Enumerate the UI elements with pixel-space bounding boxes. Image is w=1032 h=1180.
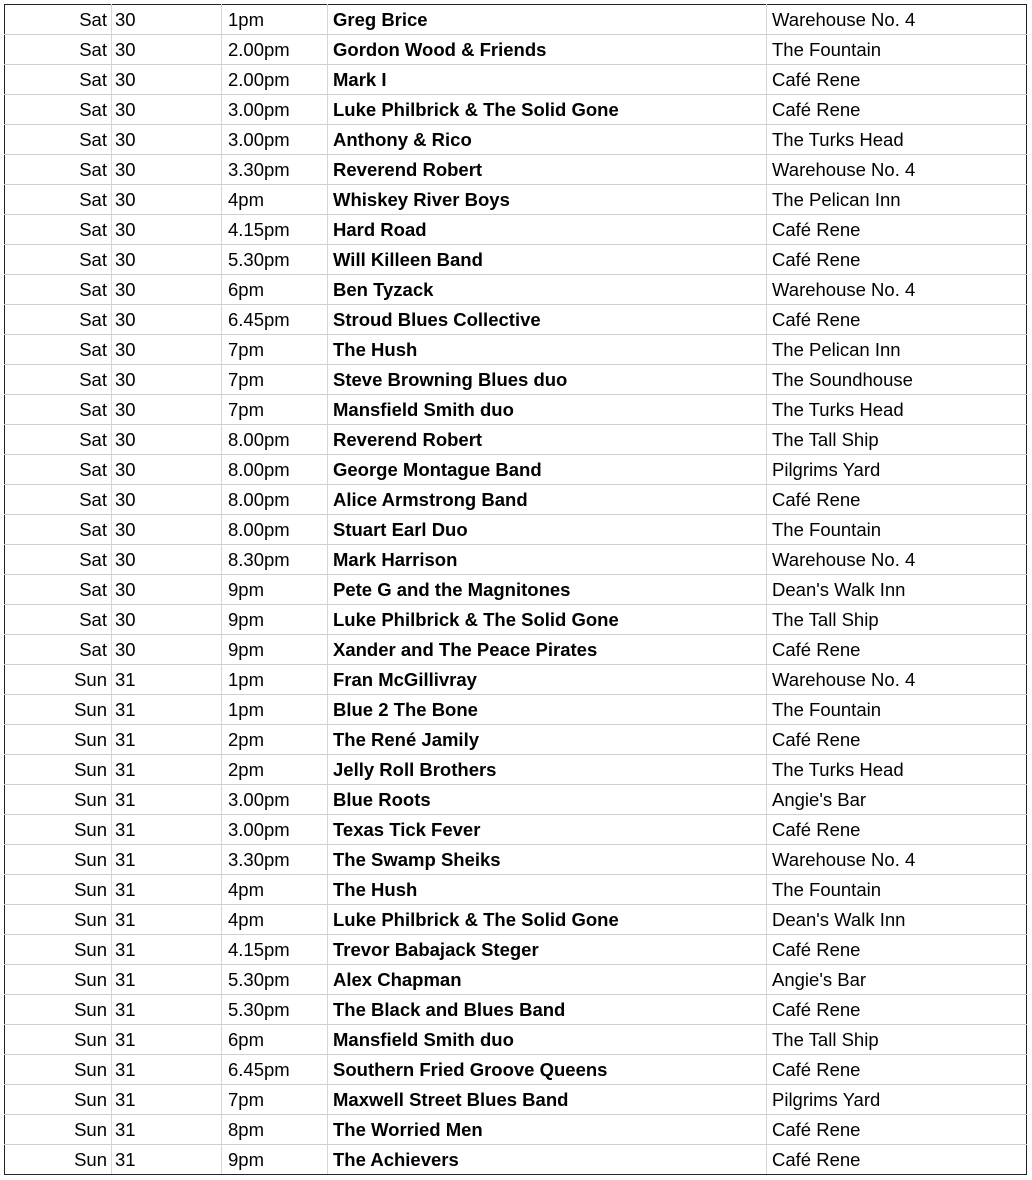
- act-cell: Ben Tyzack: [328, 275, 767, 305]
- day-cell: Sat: [5, 425, 112, 455]
- act-cell: Mansfield Smith duo: [328, 395, 767, 425]
- table-row: [5, 425, 1027, 455]
- date-cell: 30: [112, 35, 222, 65]
- table-row: [5, 245, 1027, 275]
- day-cell: Sun: [5, 1145, 112, 1175]
- venue-cell: Café Rene: [767, 725, 1027, 755]
- venue-cell: Dean's Walk Inn: [767, 905, 1027, 935]
- table-row: [5, 995, 1027, 1025]
- day-cell: Sat: [5, 245, 112, 275]
- day-cell: Sun: [5, 965, 112, 995]
- act-cell: Luke Philbrick & The Solid Gone: [328, 905, 767, 935]
- act-cell: George Montague Band: [328, 455, 767, 485]
- act-cell: Blue Roots: [328, 785, 767, 815]
- table-row: [5, 125, 1027, 155]
- date-cell: 31: [112, 965, 222, 995]
- date-cell: 31: [112, 875, 222, 905]
- venue-cell: The Fountain: [767, 35, 1027, 65]
- venue-cell: The Turks Head: [767, 755, 1027, 785]
- act-cell: The Swamp Sheiks: [328, 845, 767, 875]
- day-cell: Sat: [5, 605, 112, 635]
- table-row: [5, 215, 1027, 245]
- time-cell: 8.30pm: [222, 545, 328, 575]
- date-cell: 31: [112, 1085, 222, 1115]
- table-row: [5, 365, 1027, 395]
- time-cell: 1pm: [222, 695, 328, 725]
- table-row: [5, 905, 1027, 935]
- time-cell: 4pm: [222, 875, 328, 905]
- date-cell: 30: [112, 395, 222, 425]
- venue-cell: Café Rene: [767, 635, 1027, 665]
- date-cell: 31: [112, 935, 222, 965]
- date-cell: 30: [112, 215, 222, 245]
- date-cell: 30: [112, 155, 222, 185]
- venue-cell: Warehouse No. 4: [767, 665, 1027, 695]
- table-row: [5, 665, 1027, 695]
- date-cell: 30: [112, 605, 222, 635]
- act-cell: Steve Browning Blues duo: [328, 365, 767, 395]
- act-cell: Mark Harrison: [328, 545, 767, 575]
- venue-cell: Café Rene: [767, 65, 1027, 95]
- venue-cell: The Turks Head: [767, 125, 1027, 155]
- day-cell: Sat: [5, 125, 112, 155]
- table-row: [5, 785, 1027, 815]
- venue-cell: Café Rene: [767, 95, 1027, 125]
- act-cell: Mansfield Smith duo: [328, 1025, 767, 1055]
- time-cell: 6pm: [222, 1025, 328, 1055]
- venue-cell: The Fountain: [767, 515, 1027, 545]
- act-cell: The Hush: [328, 335, 767, 365]
- date-cell: 31: [112, 1115, 222, 1145]
- table-row: [5, 455, 1027, 485]
- time-cell: 5.30pm: [222, 995, 328, 1025]
- venue-cell: The Pelican Inn: [767, 335, 1027, 365]
- date-cell: 31: [112, 1025, 222, 1055]
- date-cell: 30: [112, 485, 222, 515]
- venue-cell: Café Rene: [767, 1055, 1027, 1085]
- act-cell: Stroud Blues Collective: [328, 305, 767, 335]
- act-cell: Gordon Wood & Friends: [328, 35, 767, 65]
- day-cell: Sat: [5, 185, 112, 215]
- act-cell: Hard Road: [328, 215, 767, 245]
- venue-cell: Café Rene: [767, 995, 1027, 1025]
- time-cell: 3.00pm: [222, 785, 328, 815]
- venue-cell: Café Rene: [767, 485, 1027, 515]
- time-cell: 8.00pm: [222, 515, 328, 545]
- table-row: [5, 965, 1027, 995]
- act-cell: Pete G and the Magnitones: [328, 575, 767, 605]
- venue-cell: Café Rene: [767, 215, 1027, 245]
- table-row: [5, 515, 1027, 545]
- day-cell: Sat: [5, 335, 112, 365]
- venue-cell: Café Rene: [767, 935, 1027, 965]
- table-row: [5, 815, 1027, 845]
- venue-cell: The Turks Head: [767, 395, 1027, 425]
- day-cell: Sat: [5, 515, 112, 545]
- date-cell: 30: [112, 545, 222, 575]
- table-row: [5, 575, 1027, 605]
- time-cell: 9pm: [222, 605, 328, 635]
- day-cell: Sat: [5, 455, 112, 485]
- venue-cell: Warehouse No. 4: [767, 545, 1027, 575]
- venue-cell: Pilgrims Yard: [767, 455, 1027, 485]
- venue-cell: Café Rene: [767, 1145, 1027, 1175]
- act-cell: Jelly Roll Brothers: [328, 755, 767, 785]
- day-cell: Sat: [5, 95, 112, 125]
- table-row: [5, 1085, 1027, 1115]
- act-cell: Luke Philbrick & The Solid Gone: [328, 95, 767, 125]
- time-cell: 5.30pm: [222, 965, 328, 995]
- date-cell: 30: [112, 335, 222, 365]
- act-cell: Will Killeen Band: [328, 245, 767, 275]
- time-cell: 8.00pm: [222, 485, 328, 515]
- venue-cell: The Fountain: [767, 875, 1027, 905]
- date-cell: 30: [112, 575, 222, 605]
- date-cell: 30: [112, 515, 222, 545]
- schedule-body: [5, 5, 1027, 1175]
- table-row: [5, 335, 1027, 365]
- day-cell: Sun: [5, 875, 112, 905]
- day-cell: Sun: [5, 815, 112, 845]
- act-cell: Fran McGillivray: [328, 665, 767, 695]
- time-cell: 7pm: [222, 335, 328, 365]
- day-cell: Sun: [5, 905, 112, 935]
- date-cell: 30: [112, 185, 222, 215]
- act-cell: Stuart Earl Duo: [328, 515, 767, 545]
- day-cell: Sun: [5, 785, 112, 815]
- act-cell: Luke Philbrick & The Solid Gone: [328, 605, 767, 635]
- day-cell: Sun: [5, 755, 112, 785]
- date-cell: 30: [112, 95, 222, 125]
- day-cell: Sun: [5, 995, 112, 1025]
- act-cell: Mark I: [328, 65, 767, 95]
- schedule-table: [4, 4, 1027, 1175]
- date-cell: 31: [112, 665, 222, 695]
- time-cell: 8.00pm: [222, 455, 328, 485]
- time-cell: 3.00pm: [222, 815, 328, 845]
- act-cell: The Worried Men: [328, 1115, 767, 1145]
- day-cell: Sun: [5, 1085, 112, 1115]
- table-row: [5, 1025, 1027, 1055]
- venue-cell: Warehouse No. 4: [767, 275, 1027, 305]
- time-cell: 1pm: [222, 5, 328, 35]
- table-row: [5, 1145, 1027, 1175]
- venue-cell: Warehouse No. 4: [767, 5, 1027, 35]
- table-row: [5, 155, 1027, 185]
- time-cell: 6pm: [222, 275, 328, 305]
- venue-cell: Café Rene: [767, 815, 1027, 845]
- date-cell: 30: [112, 305, 222, 335]
- act-cell: Whiskey River Boys: [328, 185, 767, 215]
- venue-cell: The Tall Ship: [767, 605, 1027, 635]
- date-cell: 31: [112, 845, 222, 875]
- day-cell: Sun: [5, 1055, 112, 1085]
- time-cell: 5.30pm: [222, 245, 328, 275]
- time-cell: 7pm: [222, 365, 328, 395]
- table-row: [5, 545, 1027, 575]
- venue-cell: Angie's Bar: [767, 785, 1027, 815]
- date-cell: 30: [112, 455, 222, 485]
- day-cell: Sat: [5, 365, 112, 395]
- table-row: [5, 5, 1027, 35]
- table-row: [5, 635, 1027, 665]
- venue-cell: Café Rene: [767, 245, 1027, 275]
- venue-cell: The Fountain: [767, 695, 1027, 725]
- act-cell: Alex Chapman: [328, 965, 767, 995]
- day-cell: Sat: [5, 65, 112, 95]
- date-cell: 30: [112, 365, 222, 395]
- time-cell: 9pm: [222, 575, 328, 605]
- act-cell: Maxwell Street Blues Band: [328, 1085, 767, 1115]
- day-cell: Sat: [5, 485, 112, 515]
- act-cell: Alice Armstrong Band: [328, 485, 767, 515]
- time-cell: 2pm: [222, 755, 328, 785]
- date-cell: 31: [112, 995, 222, 1025]
- table-row: [5, 935, 1027, 965]
- time-cell: 9pm: [222, 635, 328, 665]
- time-cell: 7pm: [222, 1085, 328, 1115]
- date-cell: 31: [112, 725, 222, 755]
- time-cell: 8.00pm: [222, 425, 328, 455]
- time-cell: 4.15pm: [222, 935, 328, 965]
- day-cell: Sat: [5, 275, 112, 305]
- date-cell: 30: [112, 65, 222, 95]
- date-cell: 31: [112, 755, 222, 785]
- table-row: [5, 35, 1027, 65]
- act-cell: Texas Tick Fever: [328, 815, 767, 845]
- venue-cell: The Tall Ship: [767, 425, 1027, 455]
- day-cell: Sun: [5, 665, 112, 695]
- time-cell: 2.00pm: [222, 65, 328, 95]
- table-row: [5, 185, 1027, 215]
- date-cell: 31: [112, 1055, 222, 1085]
- table-row: [5, 485, 1027, 515]
- act-cell: The Achievers: [328, 1145, 767, 1175]
- day-cell: Sat: [5, 5, 112, 35]
- time-cell: 9pm: [222, 1145, 328, 1175]
- time-cell: 2pm: [222, 725, 328, 755]
- act-cell: The René Jamily: [328, 725, 767, 755]
- table-row: [5, 1055, 1027, 1085]
- time-cell: 2.00pm: [222, 35, 328, 65]
- table-row: [5, 95, 1027, 125]
- table-row: [5, 845, 1027, 875]
- date-cell: 30: [112, 635, 222, 665]
- day-cell: Sun: [5, 695, 112, 725]
- table-row: [5, 725, 1027, 755]
- date-cell: 30: [112, 5, 222, 35]
- time-cell: 6.45pm: [222, 1055, 328, 1085]
- act-cell: Trevor Babajack Steger: [328, 935, 767, 965]
- time-cell: 3.00pm: [222, 95, 328, 125]
- act-cell: The Black and Blues Band: [328, 995, 767, 1025]
- venue-cell: Café Rene: [767, 1115, 1027, 1145]
- date-cell: 31: [112, 1145, 222, 1175]
- date-cell: 30: [112, 275, 222, 305]
- date-cell: 31: [112, 695, 222, 725]
- venue-cell: Angie's Bar: [767, 965, 1027, 995]
- time-cell: 3.30pm: [222, 155, 328, 185]
- date-cell: 30: [112, 245, 222, 275]
- act-cell: Greg Brice: [328, 5, 767, 35]
- day-cell: Sat: [5, 155, 112, 185]
- table-row: [5, 695, 1027, 725]
- day-cell: Sun: [5, 725, 112, 755]
- day-cell: Sun: [5, 1025, 112, 1055]
- venue-cell: Warehouse No. 4: [767, 845, 1027, 875]
- venue-cell: The Pelican Inn: [767, 185, 1027, 215]
- day-cell: Sat: [5, 635, 112, 665]
- time-cell: 4pm: [222, 905, 328, 935]
- venue-cell: Warehouse No. 4: [767, 155, 1027, 185]
- table-row: [5, 605, 1027, 635]
- venue-cell: Dean's Walk Inn: [767, 575, 1027, 605]
- act-cell: Blue 2 The Bone: [328, 695, 767, 725]
- day-cell: Sat: [5, 35, 112, 65]
- time-cell: 3.30pm: [222, 845, 328, 875]
- day-cell: Sun: [5, 1115, 112, 1145]
- table-row: [5, 275, 1027, 305]
- act-cell: The Hush: [328, 875, 767, 905]
- day-cell: Sat: [5, 575, 112, 605]
- act-cell: Anthony & Rico: [328, 125, 767, 155]
- date-cell: 30: [112, 425, 222, 455]
- day-cell: Sat: [5, 305, 112, 335]
- table-row: [5, 875, 1027, 905]
- date-cell: 30: [112, 125, 222, 155]
- date-cell: 31: [112, 905, 222, 935]
- venue-cell: The Soundhouse: [767, 365, 1027, 395]
- table-row: [5, 1115, 1027, 1145]
- date-cell: 31: [112, 815, 222, 845]
- act-cell: Southern Fried Groove Queens: [328, 1055, 767, 1085]
- act-cell: Reverend Robert: [328, 155, 767, 185]
- venue-cell: Café Rene: [767, 305, 1027, 335]
- time-cell: 6.45pm: [222, 305, 328, 335]
- day-cell: Sat: [5, 545, 112, 575]
- time-cell: 7pm: [222, 395, 328, 425]
- day-cell: Sun: [5, 845, 112, 875]
- table-row: [5, 395, 1027, 425]
- act-cell: Xander and The Peace Pirates: [328, 635, 767, 665]
- day-cell: Sun: [5, 935, 112, 965]
- table-row: [5, 305, 1027, 335]
- act-cell: Reverend Robert: [328, 425, 767, 455]
- time-cell: 4pm: [222, 185, 328, 215]
- time-cell: 4.15pm: [222, 215, 328, 245]
- day-cell: Sat: [5, 215, 112, 245]
- day-cell: Sat: [5, 395, 112, 425]
- venue-cell: Pilgrims Yard: [767, 1085, 1027, 1115]
- table-row: [5, 65, 1027, 95]
- time-cell: 1pm: [222, 665, 328, 695]
- date-cell: 31: [112, 785, 222, 815]
- time-cell: 8pm: [222, 1115, 328, 1145]
- venue-cell: The Tall Ship: [767, 1025, 1027, 1055]
- time-cell: 3.00pm: [222, 125, 328, 155]
- table-row: [5, 755, 1027, 785]
